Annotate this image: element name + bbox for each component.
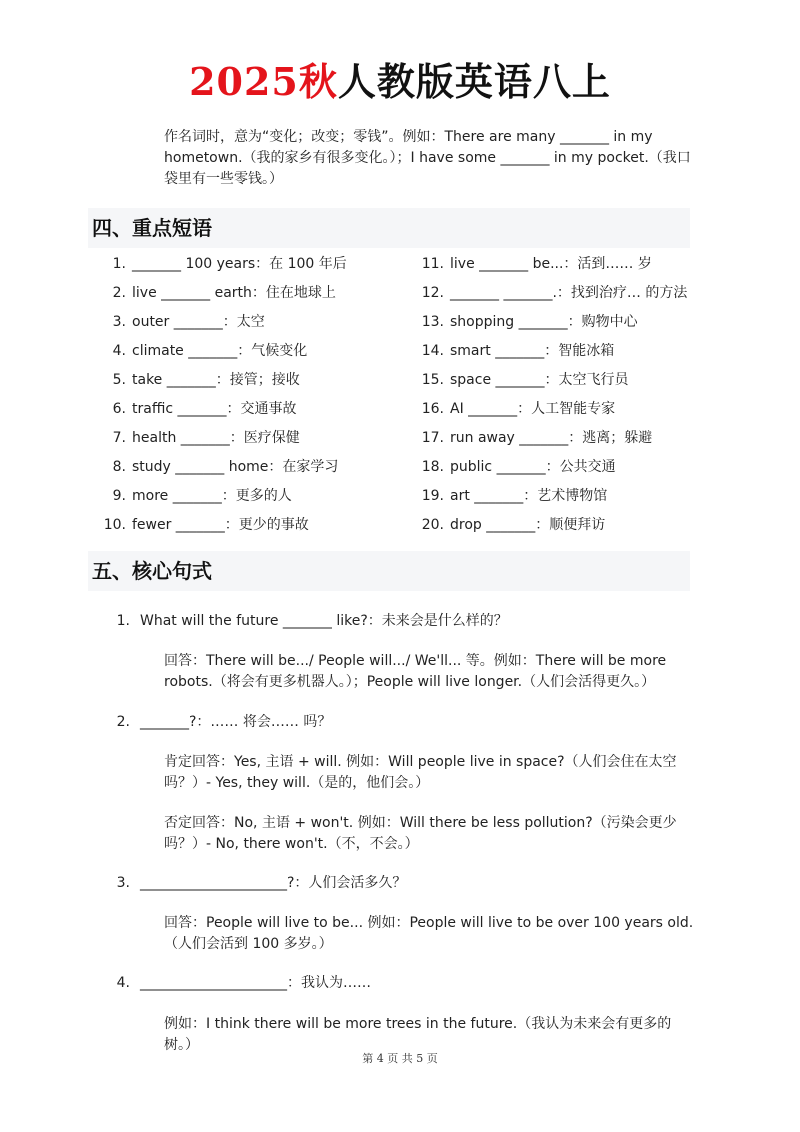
phrase-item: 15. space _______：太空飞行员 (421, 372, 629, 388)
sentence-note: 肯定回答：Yes, 主语 + will. 例如：Will people live in space?（人们会住在太空吗？）- Yes, they will.（是的，他们会。） (164, 754, 677, 791)
intro-paragraph: 作名词时，意为“变化；改变；零钱”。例如：There are many _______ in my hometown.（我的家乡有很多变化。）；I have some _______ in my pocket.（我口袋里有一些零钱。） (164, 129, 691, 187)
section5-heading: 五、核心句式 (92, 559, 212, 583)
section4-heading: 四、重点短语 (92, 216, 212, 240)
phrase-item: 8. study _______ home：在家学习 (112, 459, 339, 475)
sentence-pattern: _______?：…… 将会…… 吗？ (140, 714, 332, 730)
phrase-item: 1. _______ 100 years：在 100 年后 (112, 256, 347, 272)
sentence-note: 否定回答：No, 主语 + won't. 例如：Will there be less pollution?（污染会更少吗？）- No, there won't.（不，不会。） (164, 815, 677, 852)
phrase-item: 4. climate _______：气候变化 (112, 343, 308, 359)
sentence-number: 2. (116, 714, 130, 730)
phrase-item: 11. live _______ be...：活到…… 岁 (421, 256, 652, 272)
sentence-note: 回答：People will live to be... 例如：People will live to be over 100 years old.（人们会活到 100 多岁。） (164, 915, 694, 952)
title-red-char: 秋 (298, 59, 338, 104)
phrase-item: 17. run away _______：逃离；躲避 (421, 430, 653, 446)
phrase-item: 14. smart _______：智能冰箱 (421, 343, 615, 359)
phrase-item: 5. take _______：接管；接收 (112, 372, 300, 388)
phrase-item: 16. AI _______：人工智能专家 (421, 401, 616, 417)
sentence-pattern: What will the future _______ like?：未来会是什么样的？ (140, 613, 508, 629)
sentence-number: 3. (116, 875, 130, 891)
page-footer: 第 4 页 共 5 页 (362, 1052, 438, 1065)
phrase-item: 19. art _______：艺术博物馆 (421, 488, 608, 504)
phrase-item: 9. more _______：更多的人 (112, 488, 292, 504)
title-year: 2025 (189, 59, 299, 104)
page-title (0, 58, 800, 106)
sentence-note: 回答：There will be.../ People will.../ We'll... 等。例如：There will be more robots.（将会有更多机器人。）；People will live longer.（人们会活得更久。） (164, 653, 667, 690)
phrase-item: 12. _______ _______.：找到治疗… 的方法 (421, 285, 688, 301)
sentence-note: 例如：I think there will be more trees in the future.（我认为未来会有更多的树。） (164, 1016, 672, 1053)
sentence-pattern: _____________________?：人们会活多久？ (140, 875, 407, 891)
sentence-pattern: _____________________：我认为…… (140, 975, 371, 991)
phrase-item: 6. traffic _______：交通事故 (112, 401, 297, 417)
phrase-item: 10. fewer _______：更少的事故 (103, 517, 309, 533)
phrase-item: 7. health _______：医疗保健 (112, 430, 300, 446)
sentence-number: 4. (116, 975, 130, 991)
phrase-item: 13. shopping _______：购物中心 (421, 314, 638, 330)
phrase-item: 18. public _______：公共交通 (421, 459, 616, 475)
title-rest: 人教版英语八上 (337, 59, 611, 104)
phrase-item: 3. outer _______：太空 (112, 314, 265, 330)
phrase-item: 2. live _______ earth：住在地球上 (112, 285, 336, 301)
phrase-item: 20. drop _______：顺便拜访 (421, 517, 606, 533)
sentence-number: 1. (116, 613, 130, 629)
